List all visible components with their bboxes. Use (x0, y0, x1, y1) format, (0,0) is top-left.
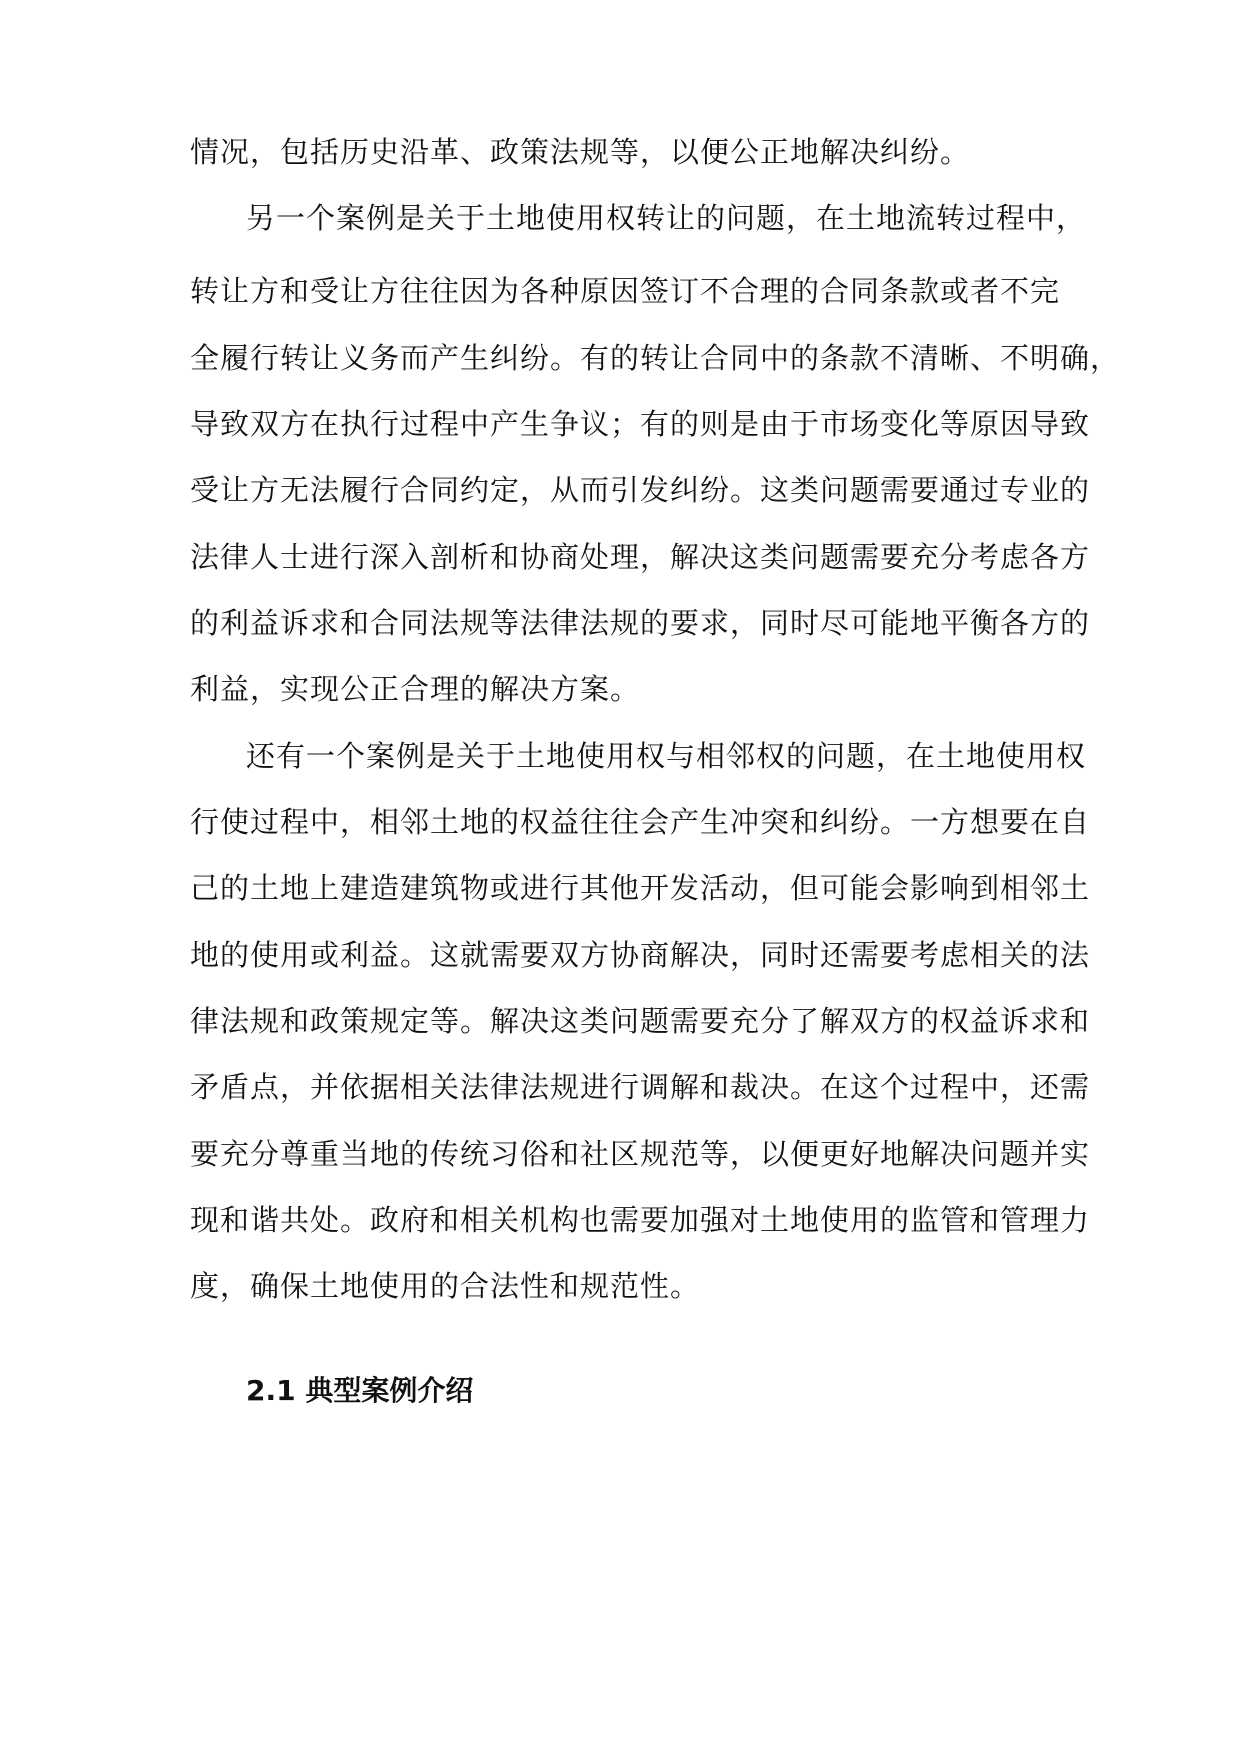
text-line-6: 受让方无法履行合同约定，从而引发纠纷。这类问题需要通过专业的 (190, 473, 1091, 507)
text-line-3: 转让方和受让方往往因为各种原因签订不合理的合同条款或者不完 (190, 274, 1061, 308)
text-line-10: 还有一个案例是关于土地使用权与相邻权的问题，在土地使用权 (246, 739, 1087, 773)
text-line-2: 另一个案例是关于土地使用权转让的问题，在土地流转过程中， (246, 201, 1087, 235)
text-line-1: 情况，包括历史沿革、政策法规等，以便公正地解决纠纷。 (190, 135, 971, 169)
text-line-4: 全履行转让义务而产生纠纷。有的转让合同中的条款不清晰、不明确， (190, 341, 1121, 375)
text-line-11: 行使过程中，相邻土地的权益往往会产生冲突和纠纷。一方想要在自 (190, 805, 1091, 839)
text-line-14: 律法规和政策规定等。解决这类问题需要充分了解双方的权益诉求和 (190, 1004, 1091, 1038)
text-line-18: 度，确保土地使用的合法性和规范性。 (190, 1269, 701, 1303)
text-line-16: 要充分尊重当地的传统习俗和社区规范等，以便更好地解决问题并实 (190, 1137, 1091, 1171)
text-line-7: 法律人士进行深入剖析和协商处理，解决这类问题需要充分考虑各方 (190, 540, 1091, 574)
text-line-8: 的利益诉求和合同法规等法律法规的要求，同时尽可能地平衡各方的 (190, 606, 1091, 640)
text-line-17: 现和谐共处。政府和相关机构也需要加强对土地使用的监管和管理力 (190, 1203, 1091, 1237)
text-line-15: 矛盾点，并依据相关法律法规进行调解和裁决。在这个过程中，还需 (190, 1070, 1091, 1104)
text-line-12: 己的土地上建造建筑物或进行其他开发活动，但可能会影响到相邻土 (190, 871, 1091, 905)
text-line-13: 地的使用或利益。这就需要双方协商解决，同时还需要考虑相关的法 (190, 938, 1091, 972)
section-heading: 2.1 典型案例介绍 (246, 1374, 474, 1407)
text-line-5: 导致双方在执行过程中产生争议；有的则是由于市场变化等原因导致 (190, 407, 1091, 441)
text-line-9: 利益，实现公正合理的解决方案。 (190, 672, 641, 706)
